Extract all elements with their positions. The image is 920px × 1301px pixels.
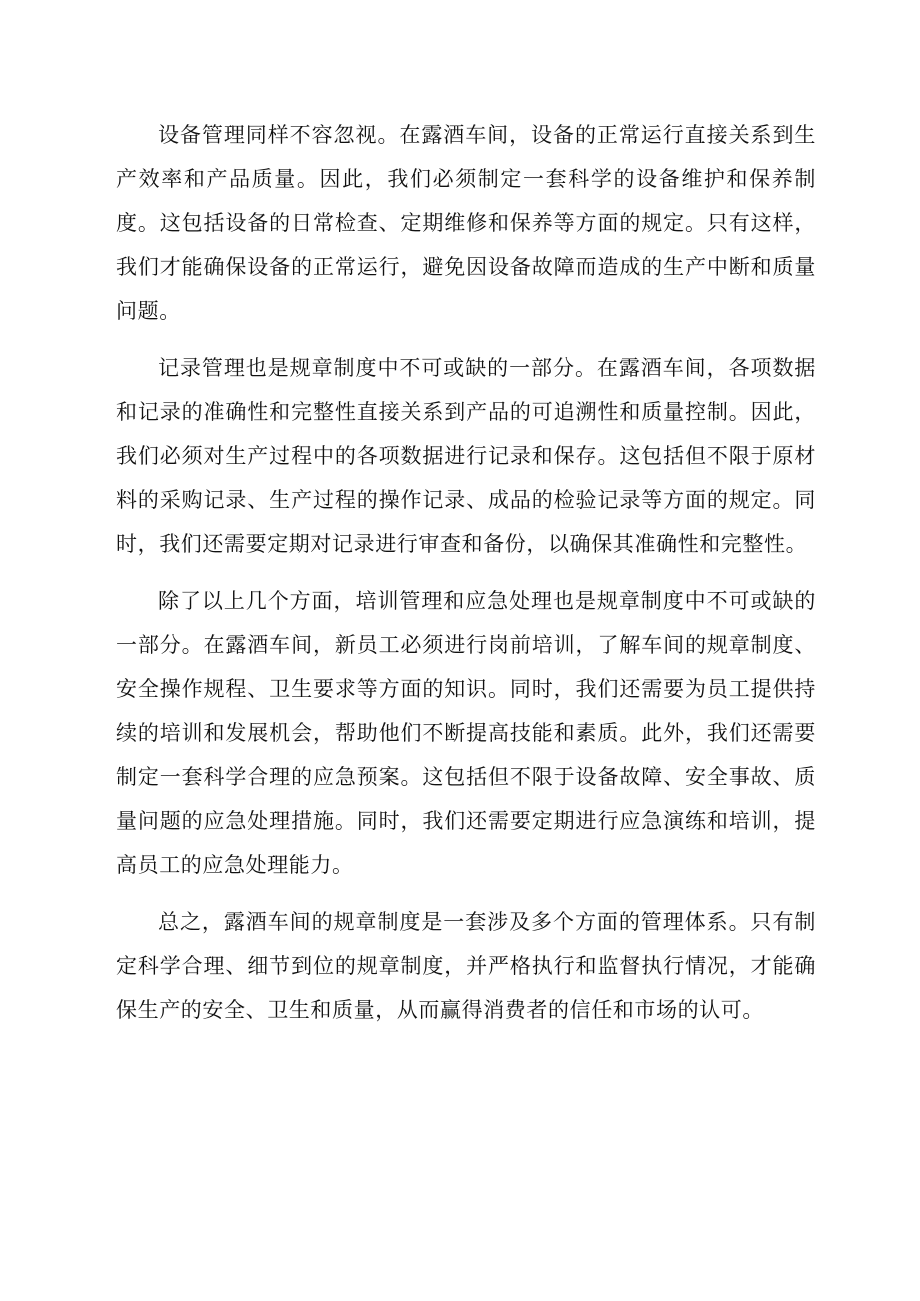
paragraph-conclusion: 总之，露酒车间的规章制度是一套涉及多个方面的管理体系。只有制定科学合理、细节到位的规章制度，并严格执行和监督执行情况，才能确保生产的安全、卫生和质量，从而赢得消费者的信任和市场的认可。 [116,910,816,1022]
paragraph-training-emergency: 除了以上几个方面，培训管理和应急处理也是规章制度中不可或缺的一部分。在露酒车间，新员工必须进行岗前培训，了解车间的规章制度、安全操作规程、卫生要求等方面的知识。同时，我们还需要为员工提供持续的培训和发展机会，帮助他们不断提高技能和素质。此外，我们还需要制定一套科学合理的应急预案。这包括但不限于设备故障、安全事故、质量问题的应急处理措施。同时，我们还需要定期进行应急演练和培训，提高员工的应急处理能力。 [116,589,816,877]
paragraph-record-management: 记录管理也是规章制度中不可或缺的一部分。在露酒车间，各项数据和记录的准确性和完整性直接关系到产品的可追溯性和质量控制。因此，我们必须对生产过程中的各项数据进行记录和保存。这包括但不限于原材料的采购记录、生产过程的操作记录、成品的检验记录等方面的规定。同时，我们还需要定期对记录进行审查和备份，以确保其准确性和完整性。 [116,356,816,556]
paragraph-equipment-management: 设备管理同样不容忽视。在露酒车间，设备的正常运行直接关系到生产效率和产品质量。因此，我们必须制定一套科学的设备维护和保养制度。这包括设备的日常检查、定期维修和保养等方面的规定。只有这样，我们才能确保设备的正常运行，避免因设备故障而造成的生产中断和质量问题。 [116,123,816,323]
document-body [116,113,816,1045]
